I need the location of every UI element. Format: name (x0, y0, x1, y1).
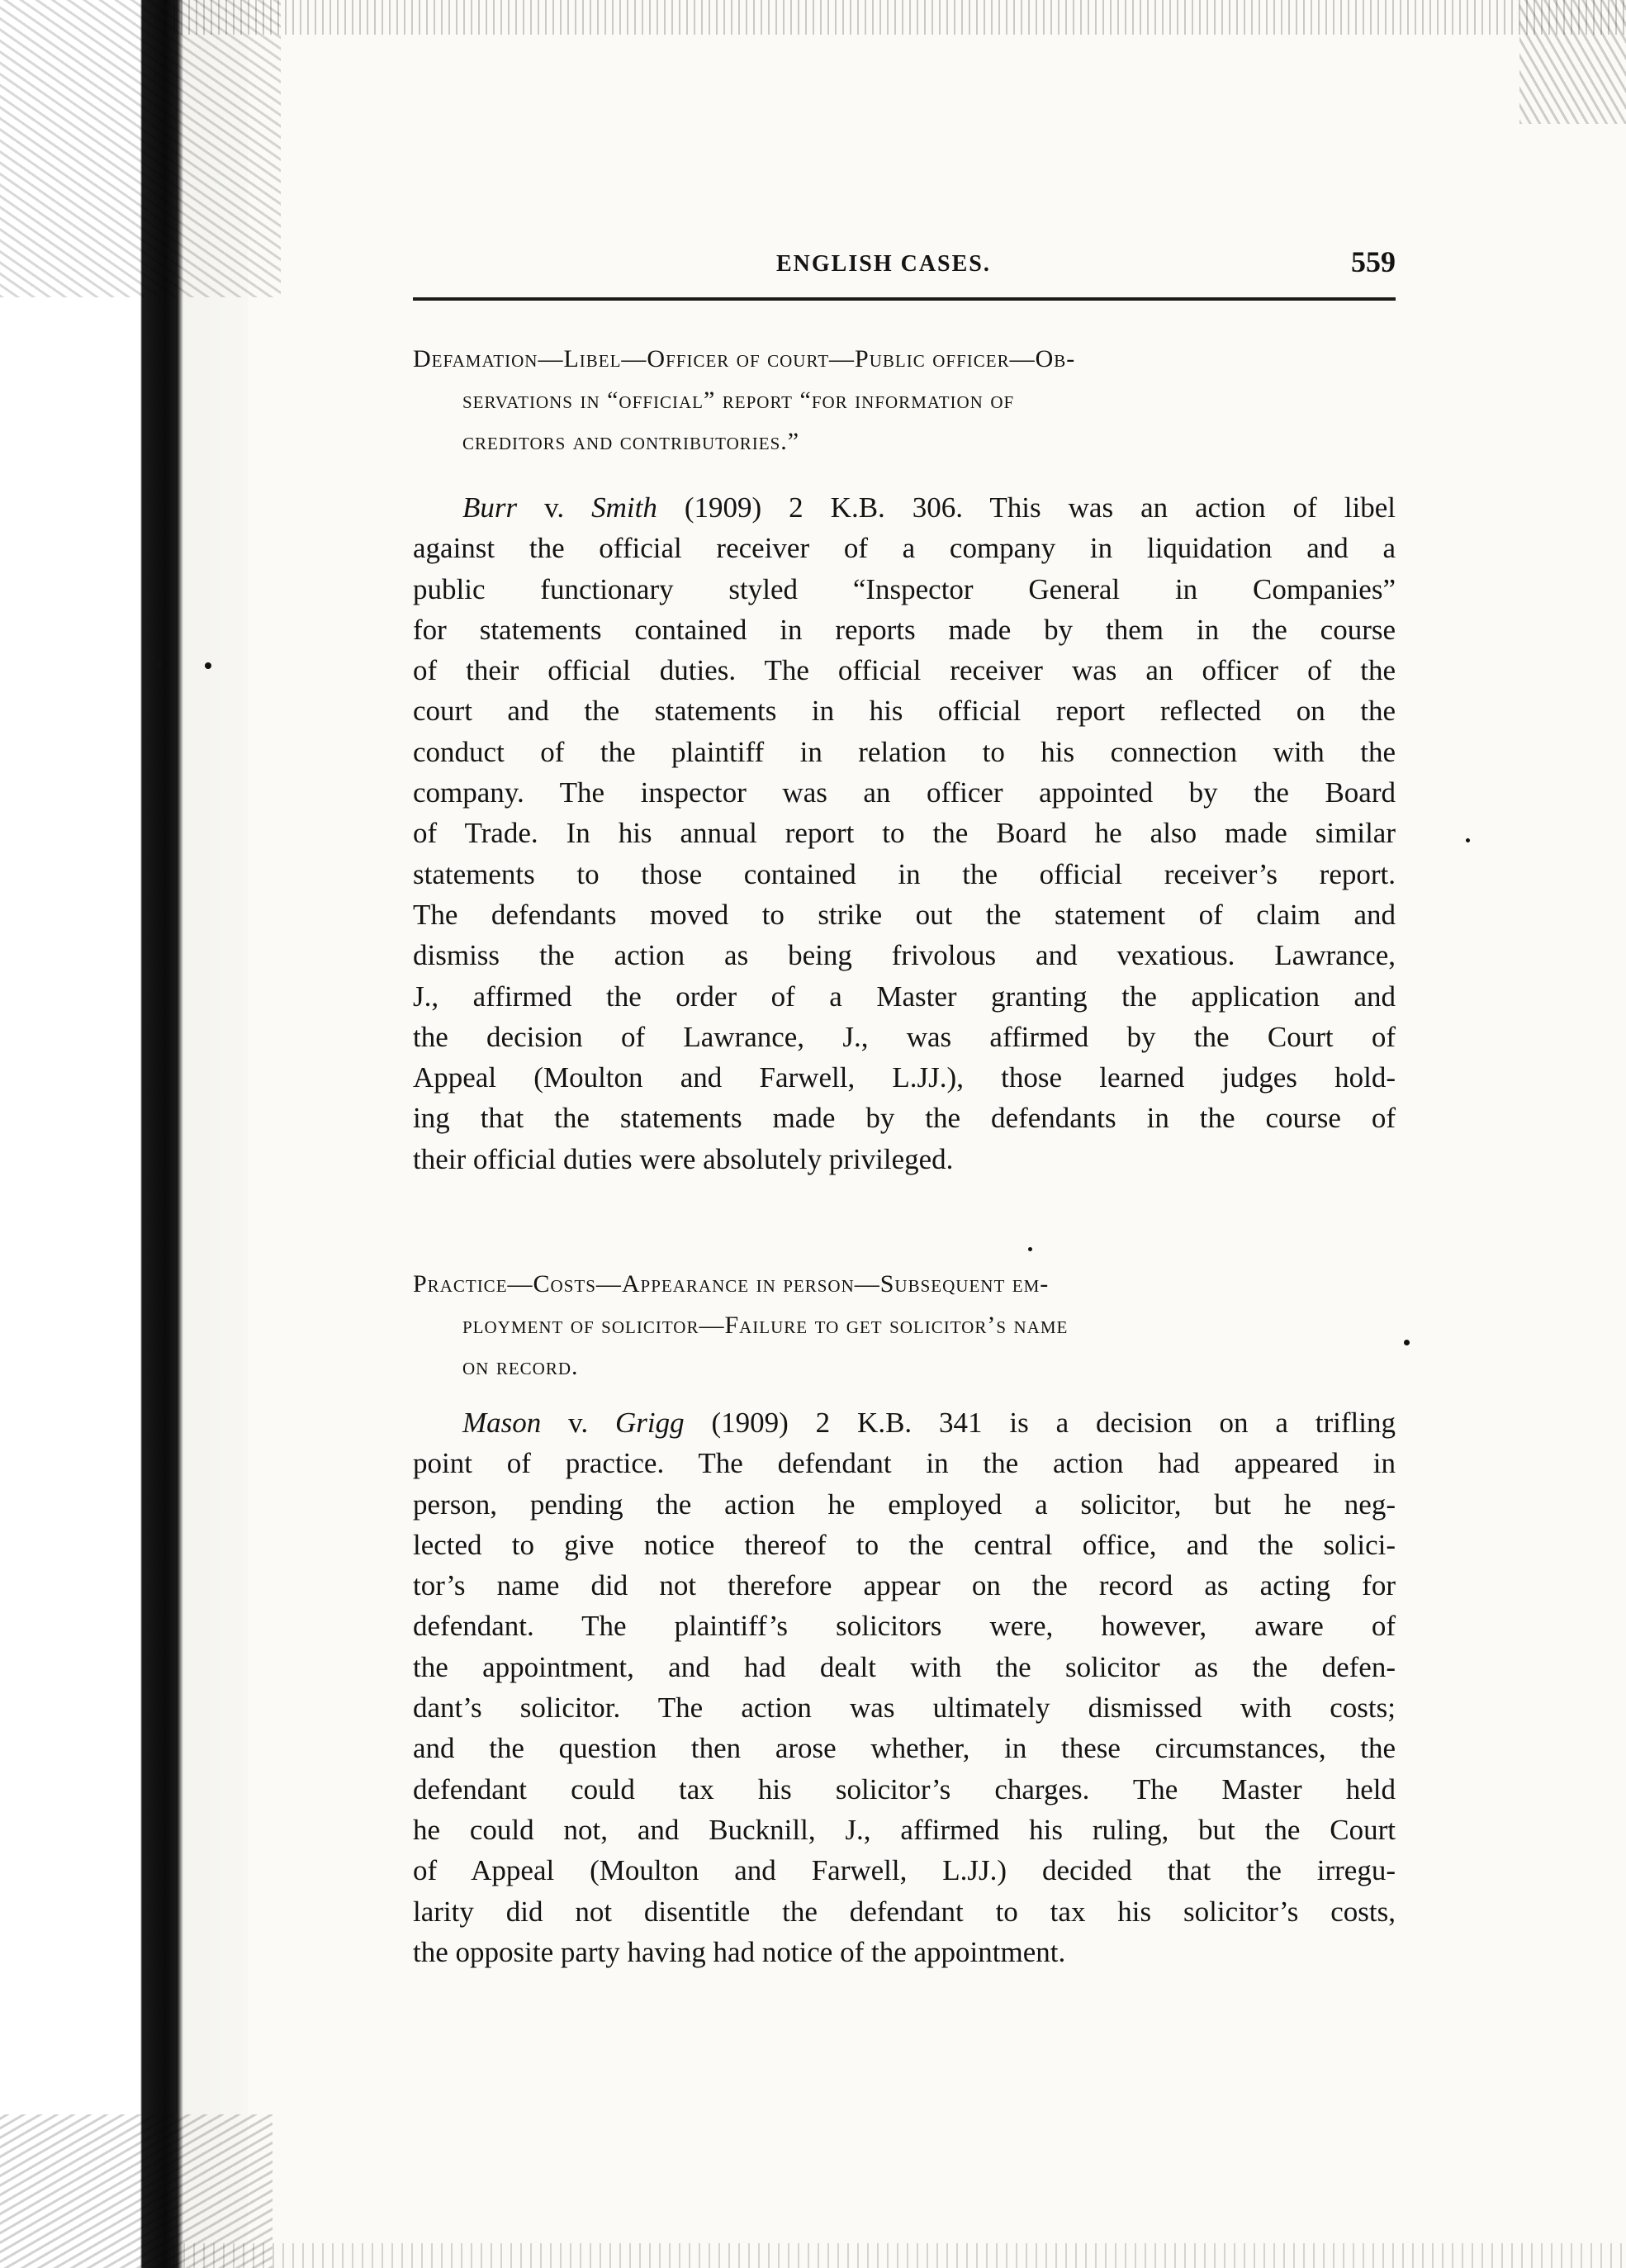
paragraph-line: the opposite party having had notice of the appointment. (413, 1935, 1066, 1968)
paragraph-line: ing that the statements made by the defendants in the course of (413, 1102, 1396, 1135)
paragraph-line: larity did not disentitle the defendant to tax his solicitor’s costs, (413, 1895, 1396, 1928)
paragraph-line: the appointment, and had dealt with the solicitor as the defen- (413, 1650, 1396, 1683)
scan-speck (1404, 1340, 1410, 1345)
paragraph-line: The defendants moved to strike out the statement of claim and (413, 898, 1396, 931)
case-defendant: Smith (591, 491, 657, 524)
paragraph-line: person, pending the action he employed a solicitor, but he neg- (413, 1487, 1396, 1521)
heading-line: servations in “official” report “for information of (462, 387, 1015, 414)
paragraph-line (413, 1402, 1396, 1443)
paragraph-line (413, 487, 1396, 528)
paragraph-line: tor’s name did not therefore appear on the record as acting for (413, 1569, 1396, 1602)
paragraph-line: court and the statements in his official report reflected on the (413, 695, 1396, 728)
case-plaintiff: Mason (462, 1407, 542, 1439)
scan-noise-top-right (1519, 0, 1626, 124)
case-defendant: Grigg (615, 1407, 685, 1439)
paragraph-line: of Trade. In his annual report to the Board he also made similar (413, 817, 1396, 850)
scan-speck (205, 662, 211, 669)
paragraph-line-text: (1909) 2 K.B. 306. This was an action of libel (657, 491, 1396, 524)
paragraph-line: lected to give notice thereof to the central office, and the solici- (413, 1528, 1396, 1561)
paragraph-line: statements to those contained in the official receiver’s report. (413, 857, 1396, 890)
paragraph-line: the decision of Lawrance, J., was affirmed by the Court of (413, 1020, 1396, 1053)
scan-speck (1028, 1247, 1032, 1251)
scan-noise-top-edge (173, 0, 1626, 35)
paragraph-line: of Appeal (Moulton and Farwell, L.JJ.) decided that the irregu- (413, 1854, 1396, 1887)
section-heading-defamation (413, 339, 1396, 463)
paragraph-line: dismiss the action as being frivolous and vexatious. Lawrance, (413, 939, 1396, 972)
paragraph-line-text: (1909) 2 K.B. 341 is a decision on a trifling (684, 1407, 1396, 1439)
case-v: v. (541, 1407, 615, 1439)
paragraph-line: against the official receiver of a company in liquidation and a (413, 532, 1396, 565)
paragraph-line: their official duties were absolutely privileged. (413, 1142, 954, 1175)
running-head (413, 244, 1396, 294)
case-plaintiff: Burr (462, 491, 518, 524)
paragraph-line: conduct of the plaintiff in relation to his connection with the (413, 735, 1396, 768)
scan-noise-top-left (0, 0, 281, 297)
paragraph-line: defendant. The plaintiff’s solicitors were, however, aware of (413, 1610, 1396, 1643)
heading-line: creditors and contributories.” (462, 428, 800, 455)
paragraph-line: J., affirmed the order of a Master granting the application and (413, 980, 1396, 1013)
section-heading-practice (413, 1264, 1396, 1388)
heading-line: Practice—Costs—Appearance in person—Subsequent em- (413, 1270, 1050, 1298)
paragraph-line: company. The inspector was an officer appointed by the Board (413, 776, 1396, 809)
case-v: v. (517, 491, 592, 524)
scan-speck (1466, 838, 1470, 842)
case-paragraph-mason-v-grigg (413, 1402, 1396, 1972)
running-title: ENGLISH CASES. (776, 251, 991, 277)
paragraph-line: point of practice. The defendant in the action had appeared in (413, 1447, 1396, 1480)
paragraph-line: Appeal (Moulton and Farwell, L.JJ.), those learned judges hold- (413, 1061, 1396, 1094)
paragraph-line: for statements contained in reports made by them in the course (413, 613, 1396, 646)
heading-line: on record. (462, 1353, 579, 1380)
binding-gutter (0, 0, 248, 2268)
paragraph-line: public functionary styled “Inspector General in Companies” (413, 572, 1396, 605)
paragraph-line: he could not, and Bucknill, J., affirmed his ruling, but the Court (413, 1813, 1396, 1846)
scan-speck (155, 661, 162, 667)
heading-line: ployment of solicitor—Failure to get solicitor’s name (462, 1312, 1069, 1339)
heading-line: Defamation—Libel—Officer of court—Public officer—Ob- (413, 345, 1076, 372)
page-number: 559 (1351, 245, 1396, 278)
paragraph-line: dant’s solicitor. The action was ultimately dismissed with costs; (413, 1692, 1396, 1725)
header-rule (413, 297, 1396, 301)
paragraph-line: defendant could tax his solicitor’s charges. The Master held (413, 1772, 1396, 1805)
scan-noise-bottom-edge (173, 2243, 1626, 2268)
case-paragraph-burr-v-smith (413, 487, 1396, 1179)
paragraph-line: of their official duties. The official receiver was an officer of the (413, 654, 1396, 687)
paragraph-line: and the question then arose whether, in these circumstances, the (413, 1732, 1396, 1765)
